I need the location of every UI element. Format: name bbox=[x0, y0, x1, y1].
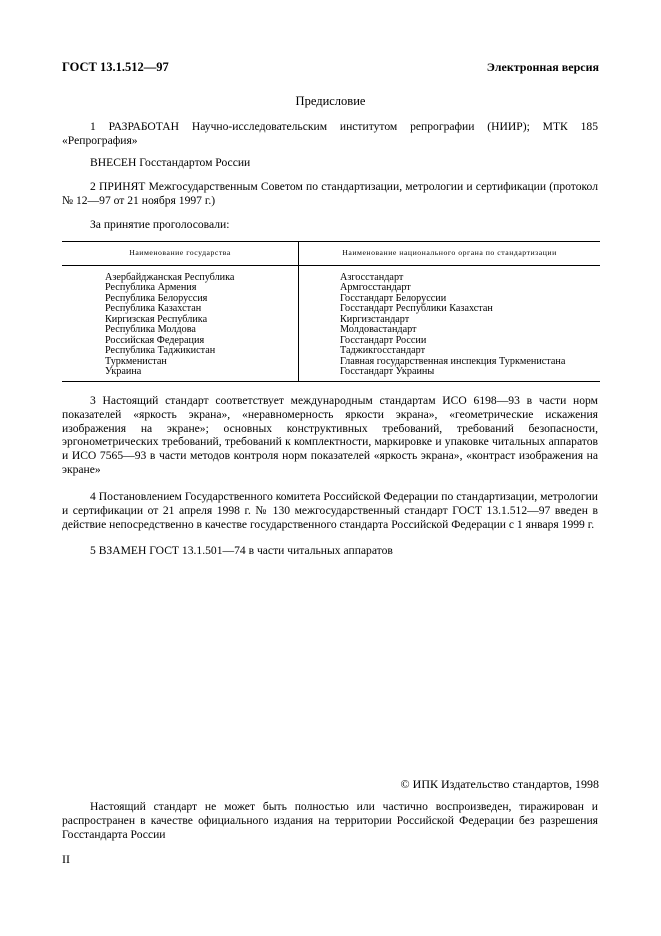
state-name: Украина bbox=[62, 367, 299, 381]
copyright-notice: © ИПК Издательство стандартов, 1998 bbox=[400, 777, 599, 791]
authority-name: Таджикгосстандарт bbox=[340, 345, 426, 356]
paragraph-resolution bbox=[62, 490, 598, 531]
state-name: Азербайджанская Республика bbox=[62, 265, 299, 283]
page-number: II bbox=[62, 852, 70, 866]
table-row bbox=[62, 304, 600, 315]
authority-name: Киргизстандарт bbox=[340, 313, 410, 325]
state-name: Республика Молдова bbox=[62, 325, 299, 336]
paragraph-replaces-text: 5 ВЗАМЕН ГОСТ 13.1.501—74 в части читальных аппаратов bbox=[90, 544, 393, 557]
voting-states-table bbox=[62, 241, 600, 382]
paragraph-compliance bbox=[62, 394, 598, 477]
paragraph-developed-text: 1 РАЗРАБОТАН Научно-исследовательским институтом репрографии (НИИР); МТК 185 «Репрография» bbox=[62, 120, 598, 147]
table-row bbox=[62, 357, 600, 368]
edition-label: Электронная версия bbox=[486, 60, 599, 74]
paragraph-compliance-text: 3 Настоящий стандарт соответствует международным стандартам ИСО 6198—93 в части норм показателей «яркость экрана», «неравномерность яркости экрана», «геометрические искажения изображения на экране»; основных конструктивных требований, требований безопасности, эргонометрических требований, требований к комплектности, маркировке и упаковке читальных аппаратов и ИСО 7565—93 в части методов контроля норм показателей «яркость экрана», «контраст изображения на экране» bbox=[62, 394, 598, 476]
paragraph-introduced-text: ВНЕСЕН Госстандартом России bbox=[90, 156, 251, 169]
state-name: Российская Федерация bbox=[62, 336, 299, 347]
table-row bbox=[62, 367, 600, 381]
paragraph-replaces bbox=[62, 544, 598, 558]
state-name: Республика Казахстан bbox=[62, 304, 299, 315]
table-row bbox=[62, 265, 600, 283]
table-header-row bbox=[62, 242, 600, 266]
paragraph-resolution-text: 4 Постановлением Государственного комитета Российской Федерации по стандартизации, метрологии и сертификации от 21 апреля 1998 г. № 130 межгосударственный стандарт ГОСТ 13.1.512—97 введен в действие непосредственно в качестве государственного стандарта Российской Федерации с 1 января 1999 г. bbox=[62, 490, 598, 531]
section-title: Предисловие bbox=[295, 94, 366, 108]
state-name: Республика Таджикистан bbox=[62, 346, 299, 357]
document-id: ГОСТ 13.1.512—97 bbox=[62, 60, 169, 74]
authority-name: Азгосстандарт bbox=[340, 271, 404, 283]
paragraph-adopted bbox=[62, 180, 598, 208]
paragraph-adopted-text: 2 ПРИНЯТ Межгосударственным Советом по стандартизации, метрологии и сертификации (протокол № 12—97 от 21 ноября 1997 г.) bbox=[62, 180, 598, 207]
authority-name: Госстандарт Республики Казахстан bbox=[340, 303, 493, 314]
state-name: Республика Армения bbox=[62, 283, 299, 294]
authority-name: Госстандарт России bbox=[340, 334, 427, 346]
state-name: Республика Белоруссия bbox=[62, 294, 299, 305]
state-name: Туркменистан bbox=[62, 357, 299, 368]
authority-name: Госстандарт Украины bbox=[299, 367, 601, 381]
column-header-state: Наименование государства bbox=[62, 242, 299, 266]
state-name: Киргизская Республика bbox=[62, 315, 299, 326]
authority-name: Главная государственная инспекция Туркменистана bbox=[340, 355, 566, 367]
authority-name: Госстандарт Белоруссии bbox=[340, 292, 447, 304]
paragraph-reproduction-notice-text: Настоящий стандарт не может быть полностью или частично воспроизведен, тиражирован и распространен в качестве официального издания на территории Российской Федерации без разрешения Госстандарта России bbox=[62, 800, 598, 841]
paragraph-reproduction-notice bbox=[62, 800, 598, 841]
table-row bbox=[62, 346, 600, 357]
paragraph-voted-text: За принятие проголосовали: bbox=[90, 218, 230, 231]
paragraph-introduced bbox=[62, 156, 598, 170]
paragraph-developed bbox=[62, 120, 598, 148]
authority-name: Армгосстандарт bbox=[340, 282, 411, 293]
table-row bbox=[62, 325, 600, 336]
authority-name: Молдовастандарт bbox=[340, 324, 417, 335]
paragraph-voted bbox=[62, 218, 598, 232]
column-header-authority: Наименование национального органа по стандартизации bbox=[299, 242, 601, 266]
table-row bbox=[62, 283, 600, 294]
